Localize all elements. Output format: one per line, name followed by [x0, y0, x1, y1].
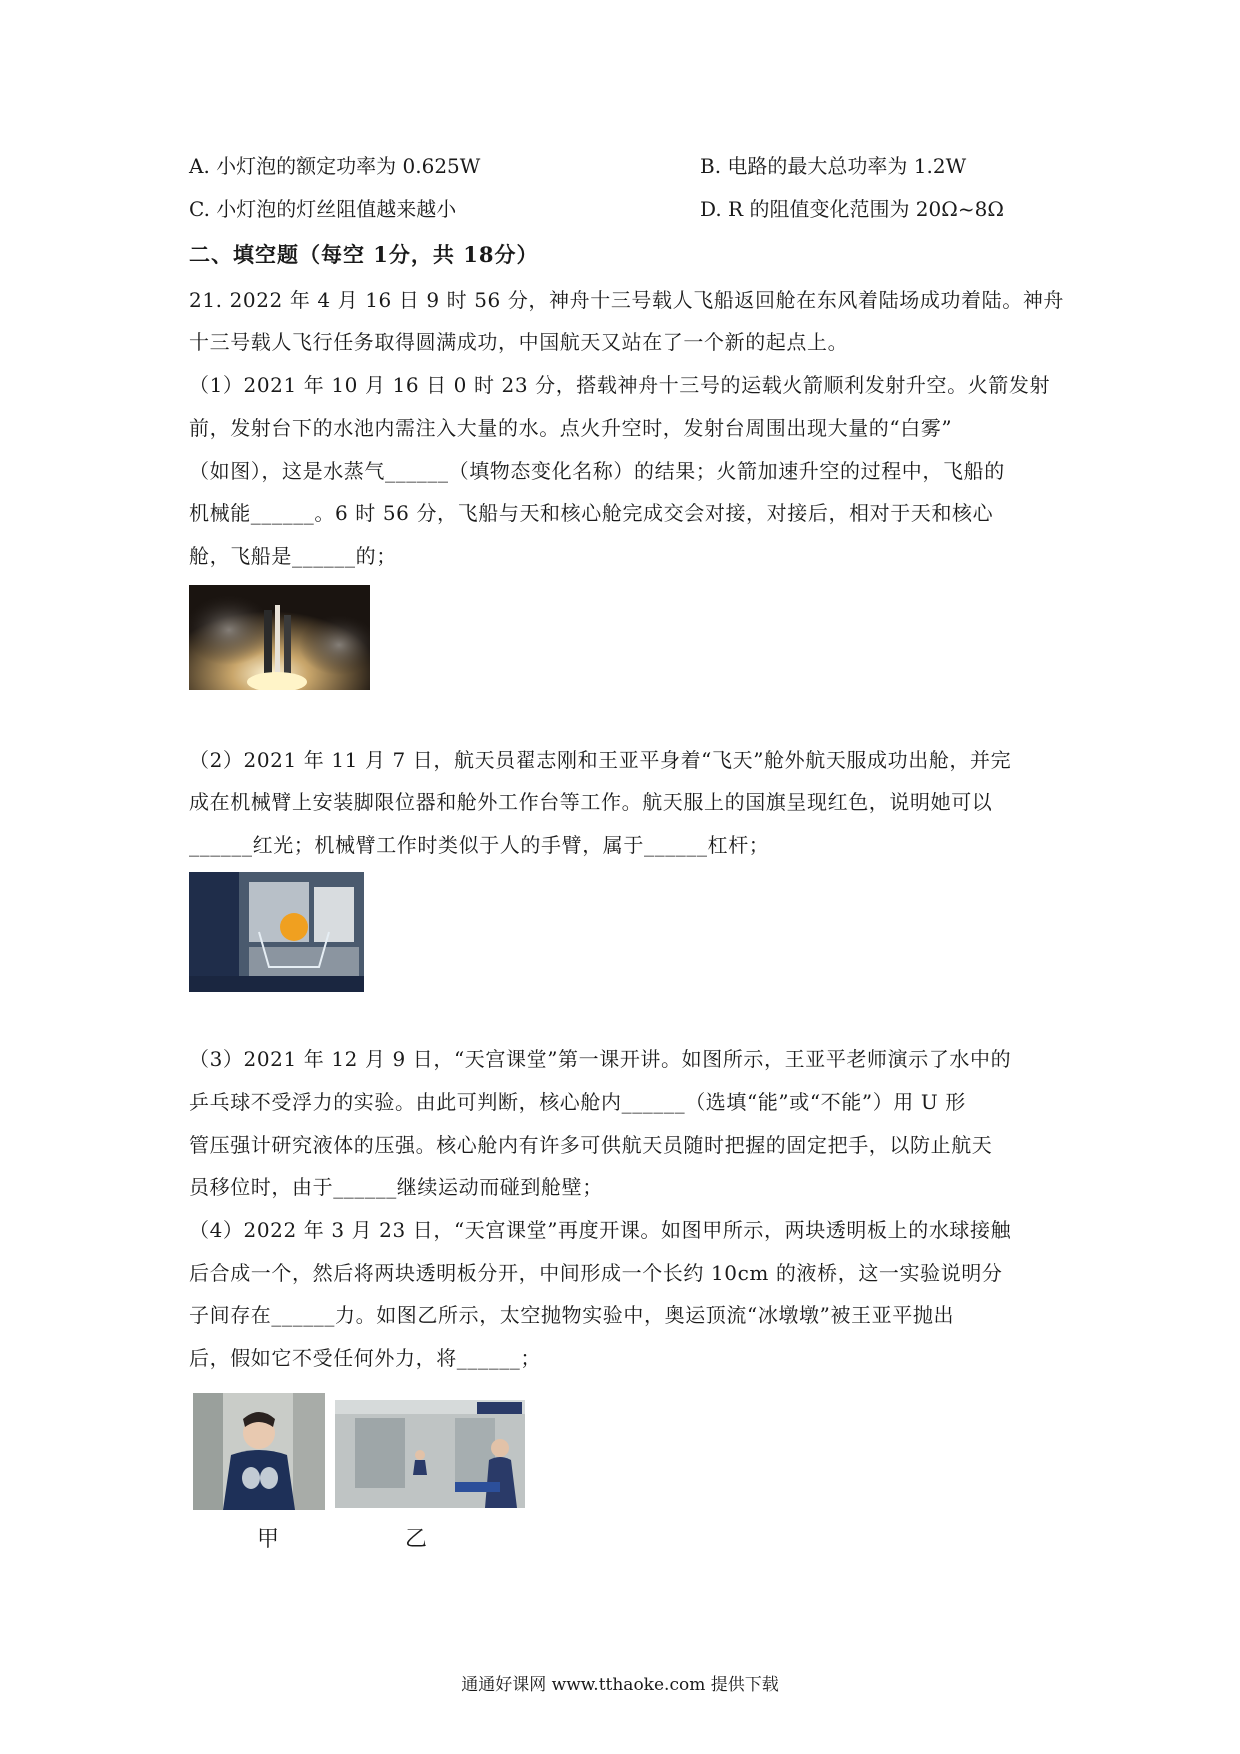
q21-part2-line: （2）2021 年 11 月 7 日，航天员翟志刚和王亚平身着“飞天”舱外航天服成功出舱，并完 [189, 748, 1012, 772]
q21-part4-line: （4）2022 年 3 月 23 日，“天宫课堂”再度开课。如图甲所示，两块透明板上的水球接触 [189, 1218, 1012, 1242]
q21-part1-line: （如图），这是水蒸气______（填物态变化名称）的结果；火箭加速升空的过程中，飞船的 [189, 459, 1005, 483]
space-station-water-ball-photo [189, 872, 364, 992]
figure-yi-photo [335, 1400, 525, 1508]
q21-intro-line: 21. 2022 年 4 月 16 日 9 时 56 分，神舟十三号载人飞船返回舱在东风着陆场成功着陆。神舟 [189, 288, 1065, 312]
caption-yi: 乙 [405, 1527, 428, 1552]
option-c: C. 小灯泡的灯丝阻值越来越小 [189, 197, 457, 221]
q21-part2-line: ______红光；机械臂工作时类似于人的手臂，属于______杠杆； [189, 833, 770, 857]
q21-part1-line: （1）2021 年 10 月 16 日 0 时 23 分，搭载神舟十三号的运载火箭顺利发射升空。火箭发射 [189, 373, 1051, 397]
option-a: A. 小灯泡的额定功率为 0.625W [189, 154, 481, 178]
q21-part3-line: 管压强计研究液体的压强。核心舱内有许多可供航天员随时把握的固定把手，以防止航天 [189, 1133, 993, 1157]
section-title: 二、填空题（每空 1分，共 18分） [189, 242, 539, 267]
q21-part3-line: 员移位时，由于______继续运动而碰到舱壁； [189, 1175, 603, 1199]
q21-part1-line: 舱，飞船是______的； [189, 544, 397, 568]
option-b: B. 电路的最大总功率为 1.2W [700, 154, 967, 178]
q21-part4-line: 后，假如它不受任何外力，将______； [189, 1346, 541, 1370]
option-d: D. R 的阻值变化范围为 20Ω~8Ω [700, 197, 1004, 221]
q21-part4-line: 后合成一个，然后将两块透明板分开，中间形成一个长约 10cm 的液桥，这一实验说明分 [189, 1261, 1003, 1285]
q21-intro-line: 十三号载人飞行任务取得圆满成功，中国航天又站在了一个新的起点上。 [189, 330, 849, 354]
q21-part3-line: （3）2021 年 12 月 9 日，“天宫课堂”第一课开讲。如图所示，王亚平老师演示了水中的 [189, 1047, 1012, 1071]
footer-source: 通通好课网 www.tthaoke.com 提供下载 [461, 1675, 779, 1695]
q21-part1-line: 前，发射台下的水池内需注入大量的水。点火升空时，发射台周围出现大量的“白雾” [189, 416, 953, 440]
rocket-launch-photo [189, 585, 370, 690]
q21-part1-line: 机械能______。6 时 56 分，飞船与天和核心舱完成交会对接，对接后，相对于天和核心 [189, 501, 994, 525]
q21-part4-line: 子间存在______力。如图乙所示，太空抛物实验中，奥运顶流“冰墩墩”被王亚平抛出 [189, 1303, 955, 1327]
caption-jia: 甲 [257, 1527, 280, 1552]
q21-part2-line: 成在机械臂上安装脚限位器和舱外工作台等工作。航天服上的国旗呈现红色，说明她可以 [189, 790, 993, 814]
figure-jia-photo [193, 1393, 325, 1510]
q21-part3-line: 乒乓球不受浮力的实验。由此可判断，核心舱内______（选填“能”或“不能”）用 U 形 [189, 1090, 966, 1114]
